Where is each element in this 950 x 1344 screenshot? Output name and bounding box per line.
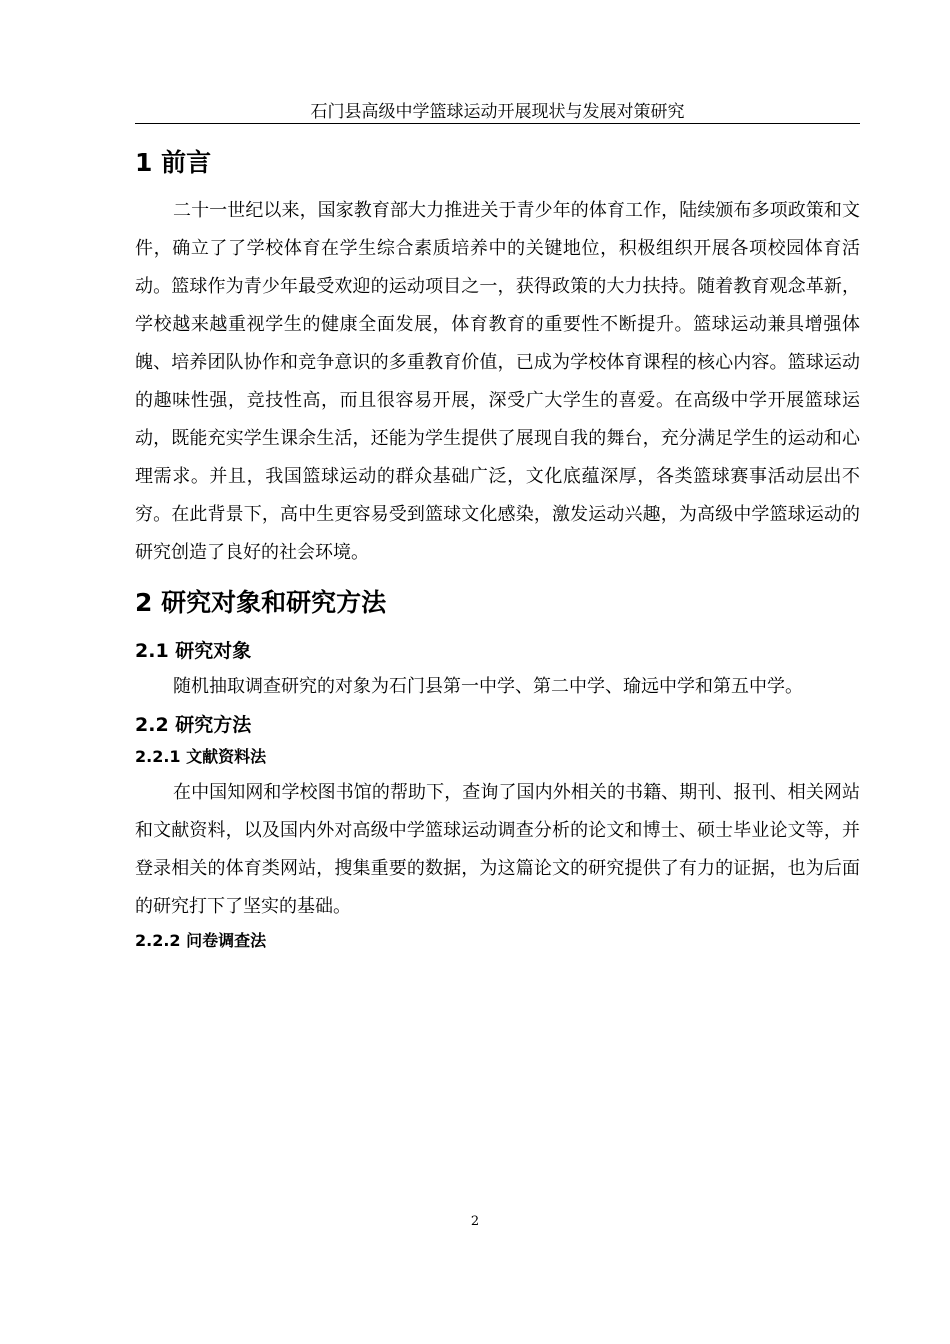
paragraph-research-subjects: 随机抽取调查研究的对象为石门县第一中学、第二中学、瑜远中学和第五中学。 (173, 676, 803, 697)
running-header: 石门县高级中学篮球运动开展现状与发展对策研究 (310, 102, 685, 122)
header-rule (135, 123, 860, 124)
heading-section-2-1: 2.1 研究对象 (135, 640, 252, 662)
heading-section-2-2: 2.2 研究方法 (135, 714, 252, 736)
heading-section-2: 2 研究对象和研究方法 (135, 588, 387, 617)
heading-section-2-2-2: 2.2.2 问卷调查法 (135, 931, 267, 950)
heading-section-1: 1 前言 (135, 148, 212, 177)
paragraph-literature-method: 在中国知网和学校图书馆的帮助下，查询了国内外相关的书籍、期刊、报刊、相关网站和文献资料，以及国内外对高级中学篮球运动调查分析的论文和博士、硕士毕业论文等，并登录相关的体育类网站，搜集重要的数据，为这篇论文的研究提供了有力的证据，也为后面的研究打下了坚实的基础。 (135, 782, 860, 917)
page-number: 2 (470, 1214, 480, 1229)
page-body (135, 140, 860, 958)
paragraph-introduction: 二十一世纪以来，国家教育部大力推进关于青少年的体育工作，陆续颁布多项政策和文件，确立了了学校体育在学生综合素质培养中的关键地位，积极组织开展各项校园体育活动。篮球作为青少年最受欢迎的运动项目之一，获得政策的大力扶持。随着教育观念革新，学校越来越重视学生的健康全面发展，体育教育的重要性不断提升。篮球运动兼具增强体魄、培养团队协作和竞争意识的多重教育价值，已成为学校体育课程的核心内容。篮球运动的趣味性强，竞技性高，而且很容易开展，深受广大学生的喜爱。在高级中学开展篮球运动，既能充实学生课余生活，还能为学生提供了展现自我的舞台，充分满足学生的运动和心理需求。并且，我国篮球运动的群众基础广泛，文化底蕴深厚，各类篮球赛事活动层出不穷。在此背景下，高中生更容易受到篮球文化感染，激发运动兴趣，为高级中学篮球运动的研究创造了良好的社会环境。 (135, 200, 860, 563)
heading-section-2-2-1: 2.2.1 文献资料法 (135, 747, 267, 766)
